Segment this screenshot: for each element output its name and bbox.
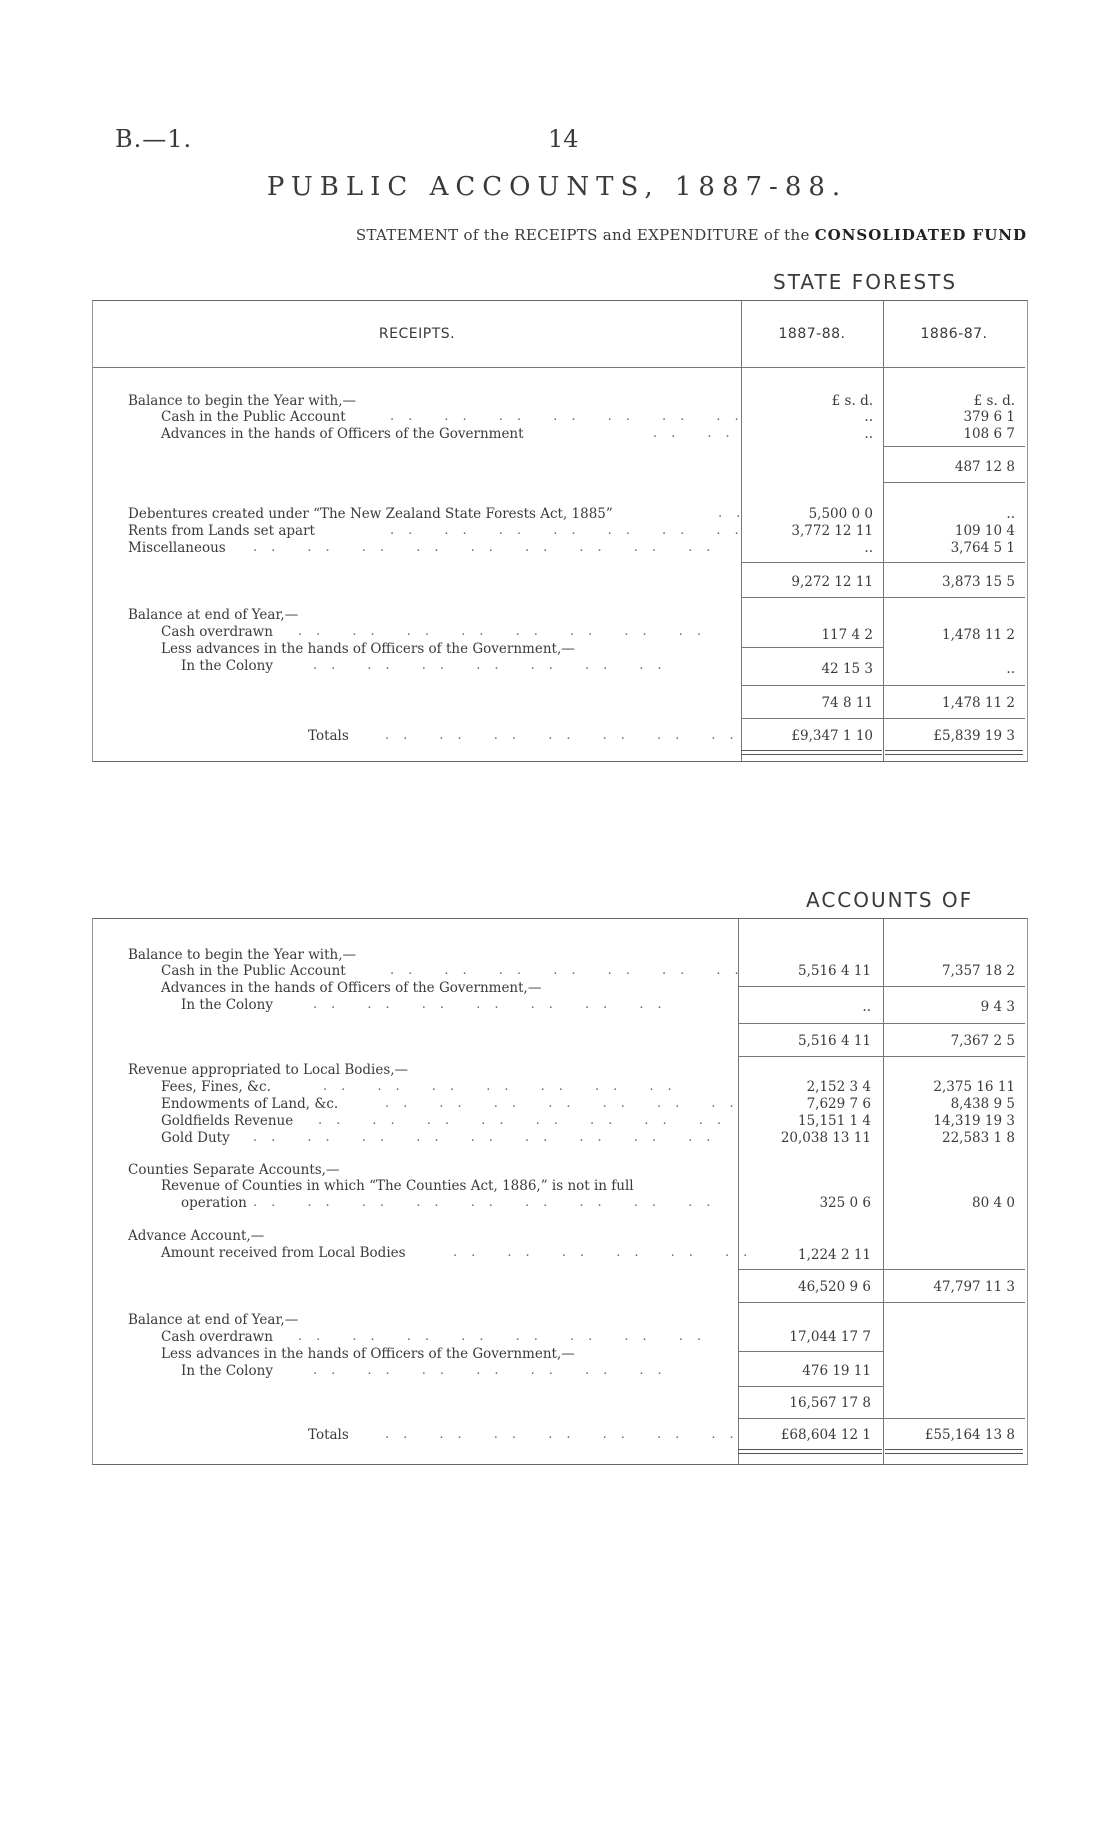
begin-subtotal-1886: 7,367 2 5 <box>950 1033 1015 1049</box>
endowments-1887: 7,629 7 6 <box>806 1096 871 1112</box>
end-subtotal-1887: 16,567 17 8 <box>789 1395 871 1411</box>
label-gold-duty: Gold Duty <box>161 1130 230 1146</box>
label-counties-revenue: Revenue of Counties in which “The Counties Act, 1886,” is not in full <box>161 1178 634 1194</box>
header-1886-87: 1886-87. <box>920 326 988 342</box>
label-balance-begin: Balance to begin the Year with,— <box>128 393 356 409</box>
cash-overdrawn-1887: 17,044 17 7 <box>789 1329 871 1345</box>
in-colony-1886: 9 4 3 <box>980 999 1015 1015</box>
leader-dots: .. .. .. .. .. .. .. <box>385 1096 748 1111</box>
label-operation: operation <box>181 1195 247 1211</box>
label-less-advances: Less advances in the hands of Officers of the Government,— <box>161 1346 575 1362</box>
label-debentures: Debentures created under “The New Zealand State Forests Act, 1885” <box>128 506 613 522</box>
leader-dots: .. <box>718 506 755 521</box>
rents-1887: 3,772 12 11 <box>791 523 873 539</box>
leader-dots: .. .. .. .. .. .. .. <box>390 963 753 978</box>
leader-dots: .. .. .. .. .. .. .. .. <box>298 1329 716 1344</box>
section-heading-accounts-of: ACCOUNTS OF <box>806 888 974 912</box>
label-advance-account: Advance Account,— <box>128 1228 265 1244</box>
subtotal-rule <box>738 1302 1025 1303</box>
label-balance-begin: Balance to begin the Year with,— <box>128 947 356 963</box>
subtotal-rule <box>883 446 1025 447</box>
label-in-colony: In the Colony <box>181 997 273 1013</box>
page-number: 14 <box>548 125 579 153</box>
accounts-of-table <box>92 918 1028 1465</box>
document-reference: B.—1. <box>115 125 193 153</box>
in-colony-1887: .. <box>862 999 871 1015</box>
totals-double-rule <box>885 1449 1023 1454</box>
state-forests-table <box>92 300 1028 762</box>
label-revenue-local: Revenue appropriated to Local Bodies,— <box>128 1062 409 1078</box>
subtotal-rule <box>738 1351 883 1352</box>
end-subtotal-1887: 74 8 11 <box>821 695 873 711</box>
receipts-subtotal-1887: 9,272 12 11 <box>791 574 873 590</box>
label-totals: Totals <box>308 728 349 744</box>
receipts-subtotal-1886: 47,797 11 3 <box>933 1279 1015 1295</box>
subtotal-rule <box>741 647 883 648</box>
label-miscellaneous: Miscellaneous <box>128 540 226 556</box>
leader-dots: .. .. <box>653 426 744 441</box>
subtotal-rule <box>741 685 1025 686</box>
subtotal-rule <box>738 1056 1025 1057</box>
receipts-subtotal-1887: 46,520 9 6 <box>798 1279 871 1295</box>
label-less-advances: Less advances in the hands of Officers of the Government,— <box>161 641 575 657</box>
cash-public-1886: 379 6 1 <box>963 409 1015 425</box>
subtotal-rule <box>741 718 1025 719</box>
header-rule <box>93 367 1025 368</box>
leader-dots: .. .. .. .. .. .. .. .. .. <box>253 1130 725 1145</box>
section-heading-state-forests: STATE FORESTS <box>773 270 958 294</box>
currency-label-1886: £ s. d. <box>973 393 1015 409</box>
subtotal-rule <box>883 986 1025 987</box>
receipts-subtotal-1886: 3,873 15 5 <box>942 574 1015 590</box>
cash-overdrawn-1887: 117 4 2 <box>821 627 873 643</box>
advances-officers-1887: .. <box>864 426 873 442</box>
cash-public-1887: 5,516 4 11 <box>798 963 871 979</box>
label-fees: Fees, Fines, &c. <box>161 1079 271 1095</box>
misc-1886: 3,764 5 1 <box>950 540 1015 556</box>
amount-received-1887: 1,224 2 11 <box>798 1247 871 1263</box>
endowments-1886: 8,438 9 5 <box>950 1096 1015 1112</box>
label-cash-public: Cash in the Public Account <box>161 409 346 425</box>
subtotal-rule <box>738 986 883 987</box>
subtotal-rule <box>738 1418 1025 1419</box>
leader-dots: .. .. .. .. .. .. .. <box>313 1363 676 1378</box>
label-counties: Counties Separate Accounts,— <box>128 1162 340 1178</box>
debentures-1887: 5,500 0 0 <box>808 506 873 522</box>
in-colony-1886: .. <box>1006 661 1015 677</box>
currency-label-1887: £ s. d. <box>831 393 873 409</box>
label-balance-end: Balance at end of Year,— <box>128 607 299 623</box>
label-in-colony-end: In the Colony <box>181 1363 273 1379</box>
label-rents: Rents from Lands set apart <box>128 523 315 539</box>
subtotal-rule <box>738 1023 1025 1024</box>
cash-overdrawn-1886: 1,478 11 2 <box>942 627 1015 643</box>
gold-duty-1886: 22,583 1 8 <box>942 1130 1015 1146</box>
label-in-colony: In the Colony <box>181 658 273 674</box>
in-colony-end-1887: 476 19 11 <box>802 1363 871 1379</box>
subtitle-bold: CONSOLIDATED FUND <box>814 226 1027 244</box>
leader-dots: .. .. .. .. .. .. .. .. .. <box>253 540 725 555</box>
totals-1886: £55,164 13 8 <box>924 1427 1015 1443</box>
header-receipts: RECEIPTS. <box>378 326 456 342</box>
end-subtotal-1886: 1,478 11 2 <box>942 695 1015 711</box>
totals-1886: £5,839 19 3 <box>933 728 1015 744</box>
label-goldfields: Goldfields Revenue <box>161 1113 294 1129</box>
goldfields-1887: 15,151 1 4 <box>798 1113 871 1129</box>
subtotal-rule <box>883 482 1025 483</box>
label-advances-officers: Advances in the hands of Officers of the Government,— <box>161 980 542 996</box>
subtotal-rule <box>741 597 1025 598</box>
label-cash-overdrawn: Cash overdrawn <box>161 624 273 640</box>
leader-dots: .. .. .. .. .. .. .. .. <box>318 1113 736 1128</box>
page-title: PUBLIC ACCOUNTS, 1887-88. <box>266 172 848 202</box>
leader-dots: .. .. .. .. .. .. .. .. .. <box>253 1195 725 1210</box>
totals-double-rule <box>738 1449 882 1454</box>
advances-officers-1886: 108 6 7 <box>963 426 1015 442</box>
leader-dots: .. .. .. .. .. .. <box>453 1245 762 1260</box>
subtotal-rule <box>738 1269 1025 1270</box>
in-colony-1887: 42 15 3 <box>821 661 873 677</box>
column-divider <box>738 919 739 1464</box>
fees-1887: 2,152 3 4 <box>806 1079 871 1095</box>
leader-dots: .. .. .. .. .. .. .. <box>390 523 753 538</box>
totals-1887: £68,604 12 1 <box>780 1427 871 1443</box>
label-amount-received: Amount received from Local Bodies <box>161 1245 406 1261</box>
label-endowments: Endowments of Land, &c. <box>161 1096 339 1112</box>
gold-duty-1887: 20,038 13 11 <box>780 1130 871 1146</box>
label-advances-officers: Advances in the hands of Officers of the Government <box>161 426 524 442</box>
totals-1887: £9,347 1 10 <box>791 728 873 744</box>
subtotal-rule <box>741 562 1025 563</box>
cash-public-1886: 7,357 18 2 <box>942 963 1015 979</box>
cash-public-1887: .. <box>864 409 873 425</box>
header-1887-88: 1887-88. <box>778 326 846 342</box>
totals-double-rule <box>885 750 1023 755</box>
leader-dots: .. .. .. .. .. .. .. <box>385 728 748 743</box>
leader-dots: .. .. .. .. .. .. .. <box>313 997 676 1012</box>
label-cash-public: Cash in the Public Account <box>161 963 346 979</box>
leader-dots: .. .. .. .. .. .. .. .. <box>298 624 716 639</box>
label-cash-overdrawn: Cash overdrawn <box>161 1329 273 1345</box>
fees-1886: 2,375 16 11 <box>933 1079 1015 1095</box>
leader-dots: .. .. .. .. .. .. .. <box>313 658 676 673</box>
label-totals: Totals <box>308 1427 349 1443</box>
column-divider <box>883 919 884 1464</box>
operation-1886: 80 4 0 <box>972 1195 1015 1211</box>
totals-double-rule <box>741 750 882 755</box>
subtitle-plain: STATEMENT of the RECEIPTS and EXPENDITURE of the <box>355 226 810 244</box>
rents-1886: 109 10 4 <box>954 523 1015 539</box>
label-balance-end: Balance at end of Year,— <box>128 1312 299 1328</box>
leader-dots: .. .. .. .. .. .. .. <box>385 1427 748 1442</box>
begin-subtotal-1887: 5,516 4 11 <box>798 1033 871 1049</box>
column-divider <box>883 301 884 761</box>
leader-dots: .. .. .. .. .. .. .. <box>390 409 753 424</box>
balance-subtotal-1886: 487 12 8 <box>954 459 1015 475</box>
statement-subtitle <box>356 226 1027 244</box>
operation-1887: 325 0 6 <box>819 1195 871 1211</box>
debentures-1886: .. <box>1006 506 1015 522</box>
misc-1887: .. <box>864 540 873 556</box>
goldfields-1886: 14,319 19 3 <box>933 1113 1015 1129</box>
leader-dots: .. .. .. .. .. .. .. <box>323 1079 686 1094</box>
subtotal-rule <box>738 1386 883 1387</box>
